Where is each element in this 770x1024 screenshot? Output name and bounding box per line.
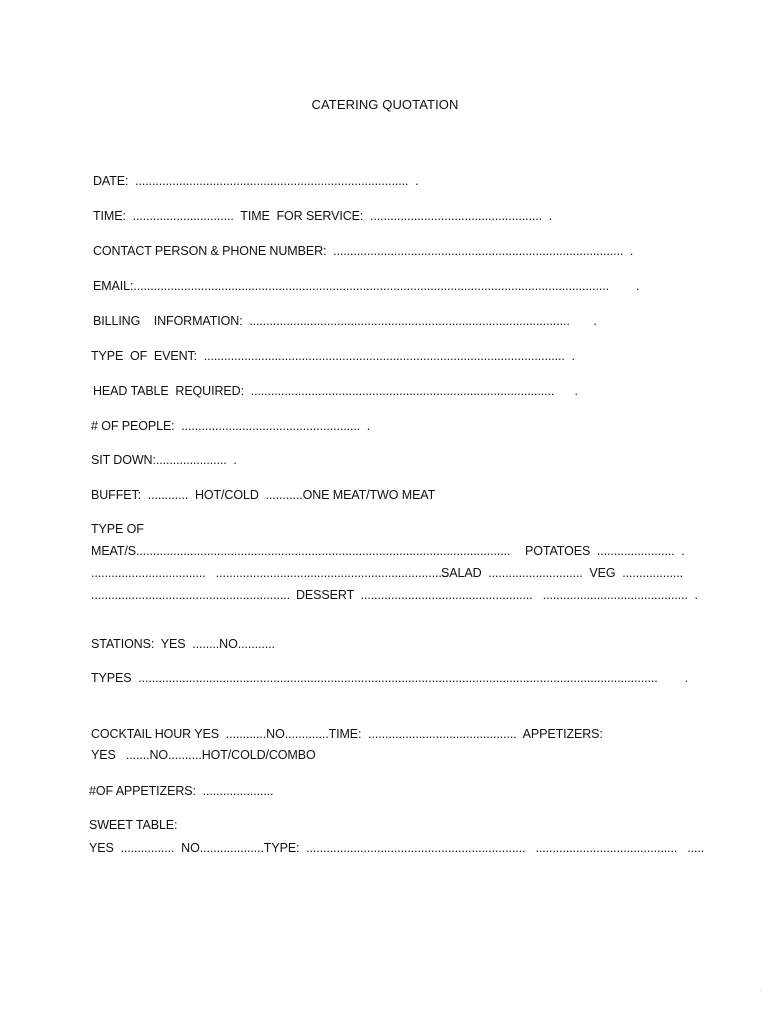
type-of-label: TYPE OF [91,522,144,536]
sit-down-field: SIT DOWN:..................... . [91,453,237,467]
time-field: TIME: .............................. TIME FOR SERVICE: ................................................... . [93,209,553,223]
cocktail-hour-field: COCKTAIL HOUR YES ............NO.............TIME: ............................................ APPETIZERS: [91,727,603,741]
sweet-table-field: YES ................ NO...................TYPE: ................................................................. .......................................... ..... [89,841,705,855]
page-title: CATERING QUOTATION [311,97,459,112]
menu-row-3-blank: ........................................................... [91,588,291,602]
contact-field: CONTACT PERSON & PHONE NUMBER: ...................................................................................... . [93,244,634,258]
salad-veg-field: SALAD ............................ VEG .................. [441,566,683,580]
billing-field: BILLING INFORMATION: ............................................................................................... . [93,314,597,328]
stations-field: STATIONS: YES ........NO........... [91,637,275,651]
appetizer-count-field: #OF APPETIZERS: ..................... [89,784,274,798]
types-field: TYPES .......................................................................................................................................................... . [91,671,689,685]
meats-field: MEAT/S............................................................................................................... [91,544,511,558]
date-field: DATE: ................................................................................. . [93,174,419,188]
event-type-field: TYPE OF EVENT: ........................................................................................................... . [91,349,575,363]
cocktail-options-field: YES .......NO..........HOT/COLD/COMBO [91,748,316,762]
dessert-field: DESSERT ................................................... ........................................... . [296,588,698,602]
scan-speck [760,990,761,991]
sweet-table-label: SWEET TABLE: [89,818,178,832]
people-count-field: # OF PEOPLE: ..................................................... . [91,419,371,433]
email-field: EMAIL:............................................................................................................................................. . [93,279,640,293]
head-table-field: HEAD TABLE REQUIRED: .......................................................................................... . [93,384,578,398]
menu-row-2-blank: .................................. ..................................................................... [91,566,449,580]
potatoes-field: POTATOES ....................... . [525,544,685,558]
buffet-field: BUFFET: ............ HOT/COLD ...........ONE MEAT/TWO MEAT [91,488,436,502]
